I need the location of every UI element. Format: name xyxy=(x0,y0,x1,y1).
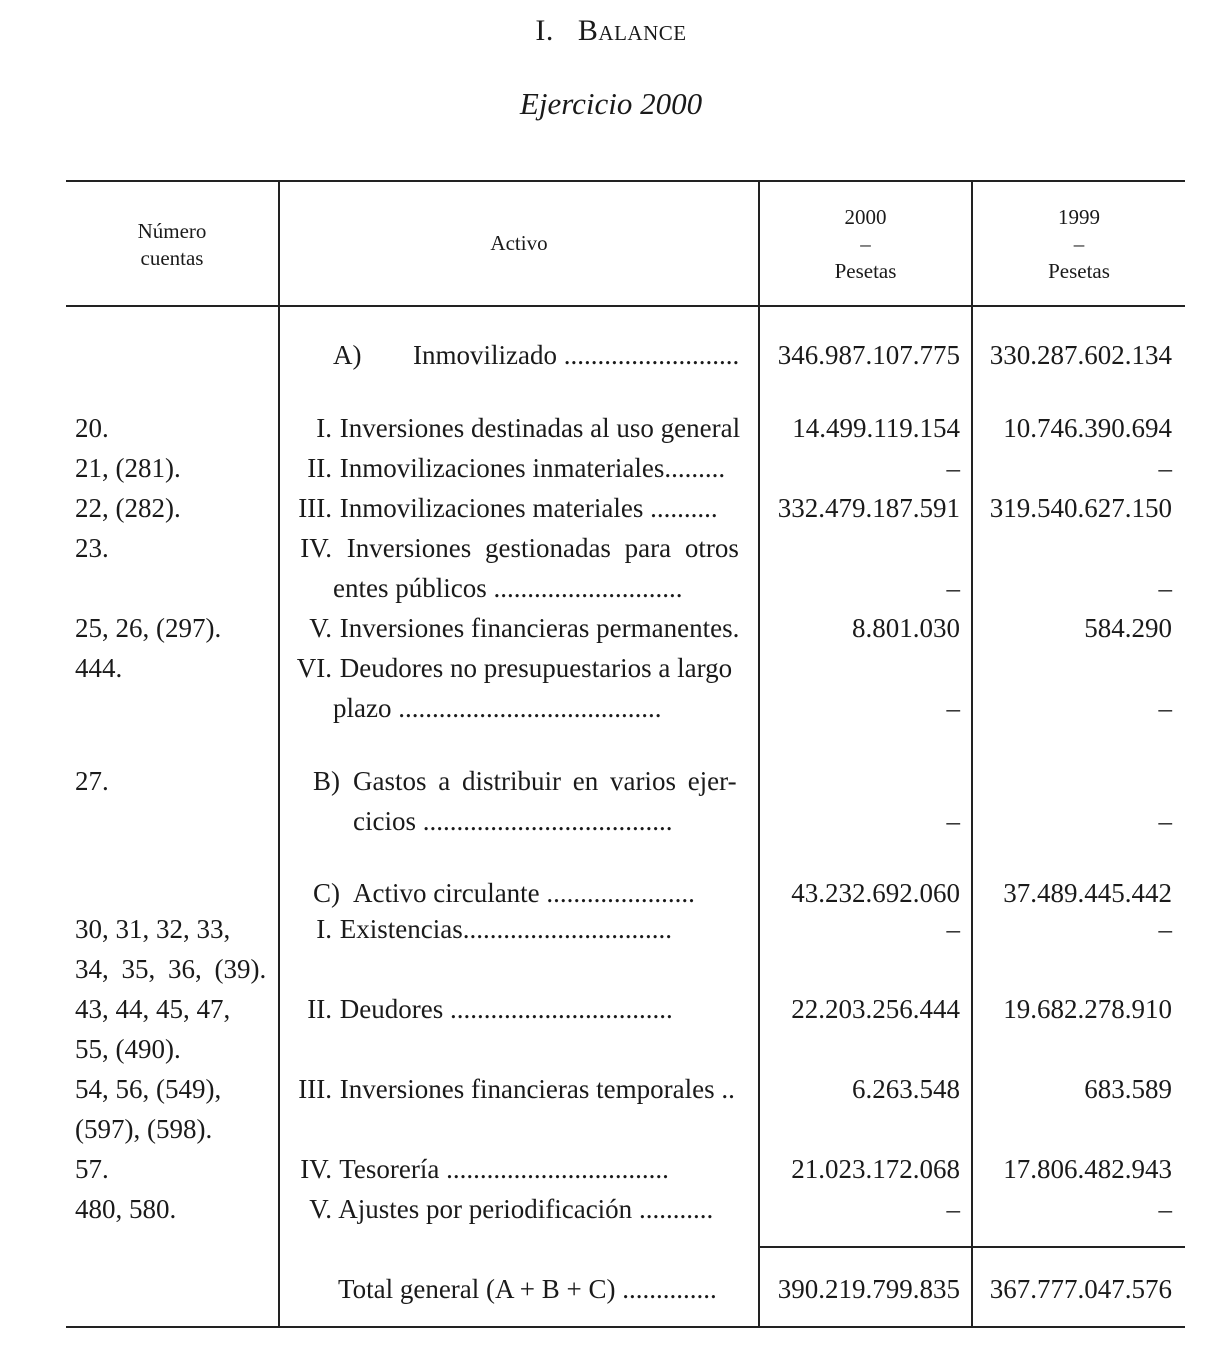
header-2000: 2000 – Pesetas xyxy=(834,205,897,283)
table-row: 57. IV. Tesorería ................................. 21.023.172.068 17.806.482.943 xyxy=(75,1154,1172,1184)
table-row: 22, (282). III. Inmovilizaciones materiales .......... 332.479.187.591 319.540.627.150 xyxy=(75,493,1172,523)
table-row: 20. I. Inversiones destinadas al uso general 14.499.119.154 10.746.390.694 xyxy=(75,413,1172,443)
table-row: A) Inmovilizado .......................... 346.987.107.775 330.287.602.134 xyxy=(333,340,1172,370)
table-row: entes públicos ............................ – – xyxy=(333,573,1172,603)
table-row: 30, 31, 32, 33, I. Existencias............................... – – xyxy=(75,914,1172,944)
header-activo: Activo xyxy=(490,231,548,255)
header-cuentas: Número cuentas xyxy=(137,219,207,270)
table-row: 480, 580. V. Ajustes por periodificación ........... – – xyxy=(75,1194,1172,1224)
table-row: 55, (490). xyxy=(75,1034,181,1064)
table-row: 21, (281). II. Inmovilizaciones inmateriales......... – – xyxy=(75,453,1172,483)
page-subtitle: Ejercicio 2000 xyxy=(519,86,703,121)
table-row: 27. B) Gastos a distribuir en varios ejer- xyxy=(75,766,737,796)
table-row: 54, 56, (549), III. Inversiones financieras temporales .. 6.263.548 683.589 xyxy=(75,1074,1172,1104)
table-row: plazo ....................................... – – xyxy=(333,693,1172,723)
table-row: C) Activo circulante ...................... 43.232.692.060 37.489.445.442 xyxy=(313,878,1172,908)
table-row: 444. VI. Deudores no presupuestarios a largo xyxy=(75,653,733,683)
header-1999: 1999 – Pesetas xyxy=(1048,205,1110,283)
table-row: (597), (598). xyxy=(75,1114,213,1144)
table-row: 43, 44, 45, 47, II. Deudores ................................. 22.203.256.444 19.682.278.910 xyxy=(75,994,1172,1024)
page-title: I. Balance xyxy=(535,14,687,47)
table-row: 34, 35, 36, (39). xyxy=(75,954,267,984)
table-bottom-rule xyxy=(66,1326,1185,1328)
table-top-rule xyxy=(66,180,1185,182)
table-row: cicios ..................................... – – xyxy=(353,806,1172,836)
table-row: 25, 26, (297). V. Inversiones financieras permanentes. 8.801.030 584.290 xyxy=(75,613,1172,643)
total-row: Total general (A + B + C) .............. 390.219.799.835 367.777.047.576 xyxy=(338,1274,1172,1304)
table-row: 23. IV. Inversiones gestionadas para otros xyxy=(75,533,739,563)
table-header-rule xyxy=(66,305,1185,307)
